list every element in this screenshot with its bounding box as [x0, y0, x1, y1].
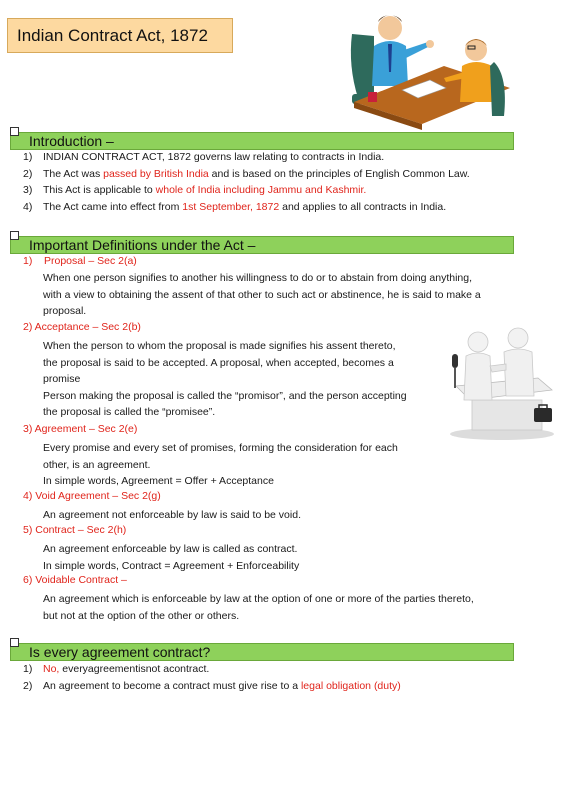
handshake-illustration: [442, 326, 560, 442]
definition-title: 6) Voidable Contract –: [23, 574, 127, 586]
definition-title: 2) Acceptance – Sec 2(b): [23, 321, 141, 333]
section-definitions-heading: Important Definitions under the Act –: [29, 237, 256, 253]
document-title: Indian Contract Act, 1872: [7, 18, 233, 53]
intro-item: 1) INDIAN CONTRACT ACT, 1872 governs law relating to contracts in India.: [23, 151, 385, 163]
definition-text: Every promise and every set of promises, forming the consideration for each other, is an agreement. In simple words, Agreement = Offer + Acceptance: [43, 442, 398, 487]
section-definitions: [10, 236, 514, 254]
section-introduction: [10, 132, 514, 150]
business-meeting-illustration: [344, 6, 514, 132]
definition-title: 5) Contract – Sec 2(h): [23, 524, 127, 536]
section-introduction-heading: Introduction –: [29, 133, 114, 149]
definition-title: 1) Proposal – Sec 2(a): [23, 255, 137, 267]
definition-text: An agreement not enforceable by law is said to be void.: [43, 509, 301, 521]
checkbox-icon: [10, 231, 19, 240]
checkbox-icon: [10, 638, 19, 647]
intro-item: 3) This Act is applicable to whole of India including Jammu and Kashmir.: [23, 184, 367, 196]
definition-title: 3) Agreement – Sec 2(e): [23, 423, 138, 435]
definition-text: An agreement which is enforceable by law at the option of one or more of the parties thereto, but not at the option of the other or others.: [43, 593, 474, 622]
checkbox-icon: [10, 127, 19, 136]
definition-text: When the person to whom the proposal is made signifies his assent thereto, the proposal is said to be accepted. A proposal, when accepted, becomes a promise Person making the proposal is called the “promisor”, and the person accepting the proposal is called the “promisee”.: [43, 340, 407, 418]
definition-text: When one person signifies to another his willingness to do or to abstain from doing anything, with a view to obtaining the assent of that other to such act or abstinence, he is said to make a proposal.: [43, 272, 481, 317]
agreement-item: 1) No, everyagreementisnot acontract.: [23, 663, 210, 675]
definition-title: 4) Void Agreement – Sec 2(g): [23, 490, 161, 502]
intro-item: 4) The Act came into effect from 1st September, 1872 and applies to all contracts in India.: [23, 201, 447, 213]
section-agreement-contract-heading: Is every agreement contract?: [29, 644, 211, 660]
intro-item: 2) The Act was passed by British India and is based on the principles of English Common Law.: [23, 168, 470, 180]
agreement-item: 2) An agreement to become a contract must give rise to a legal obligation (duty): [23, 680, 401, 692]
section-agreement-contract: [10, 643, 514, 661]
definition-text: An agreement enforceable by law is called as contract. In simple words, Contract = Agreement + Enforceability: [43, 543, 300, 572]
